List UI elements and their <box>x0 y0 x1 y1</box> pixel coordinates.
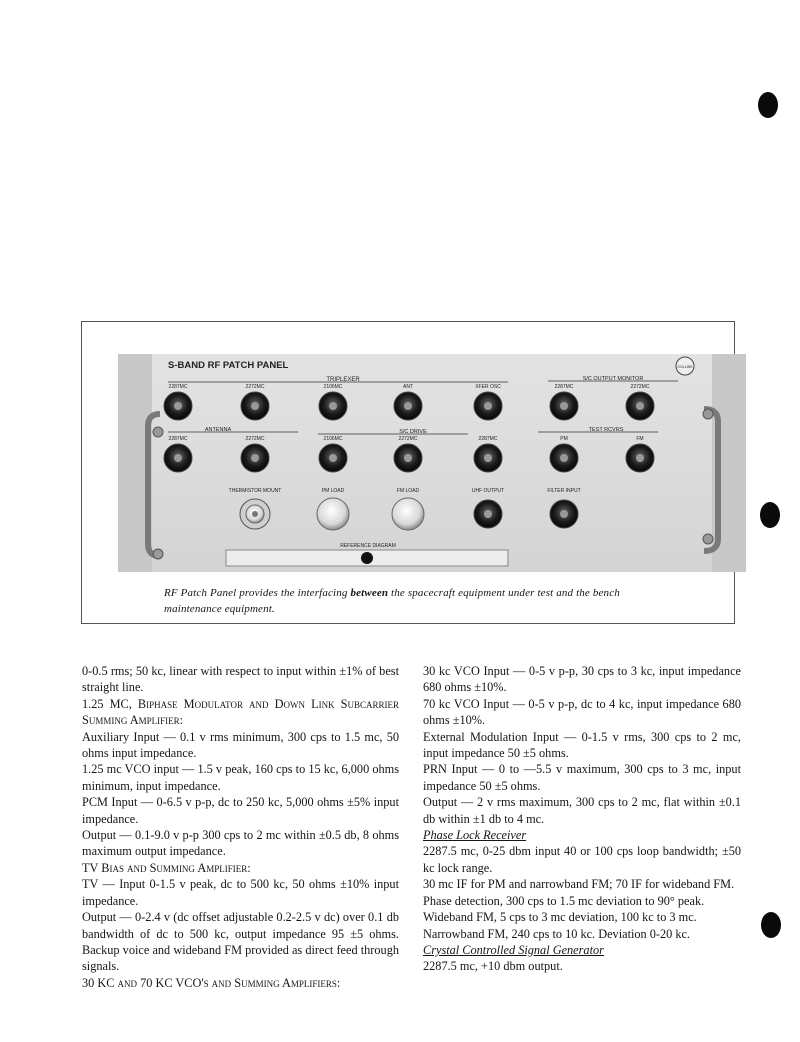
group-antenna-label: ANTENNA <box>204 427 232 433</box>
left-para-3: Auxiliary Input — 0.1 v rms minimum, 300 cps to 1.5 mc, 50 ohms input impedance. <box>82 729 399 761</box>
row1-label-5: XFER OSC <box>475 384 501 390</box>
row1-label-6: 2287MC <box>554 384 574 390</box>
row1-label-3: 2106MC <box>323 384 343 390</box>
punch-hole-bottom <box>761 912 781 938</box>
collins-logo: COLLINS <box>677 365 693 369</box>
right-para-2: 70 kc VCO Input — 0-5 v p-p, dc to 4 kc, input impedance 680 ohms ±10%. <box>423 696 741 728</box>
patch-panel-photo <box>118 354 746 572</box>
row3-label-2: PM LOAD <box>321 488 345 494</box>
left-para-1: 0-0.5 rms; 50 kc, linear with respect to input within ±1% of best straight line. <box>82 664 399 695</box>
row3-label-5: FILTER INPUT <box>547 488 581 494</box>
right-para-9: Phase detection, 300 cps to 1.5 mc deviation to 90° peak. <box>423 893 705 908</box>
row2-label-6: PM <box>560 436 568 442</box>
group-sc-drive-label: S/C DRIVE <box>399 429 427 435</box>
right-para-7: 2287.5 mc, 0-25 dbm input 40 or 100 cps loop bandwidth; ±50 kc lock range. <box>423 844 741 875</box>
row2-label-4: 2272MC <box>398 436 418 442</box>
left-para-9: Output — 0-2.4 v (dc offset adjustable 0.2-2.5 v dc) over 0.1 db bandwidth of dc to 500 kc, output impedance 95 ±5 ohms. Backup voice and wideband FM provided as direct feed through signals. <box>82 910 399 974</box>
row2-label-5: 2287MC <box>478 436 498 442</box>
punch-hole-middle <box>760 502 780 528</box>
group-triplexer-label: TRIPLEXER <box>326 377 360 383</box>
row2-label-2: 2272MC <box>245 436 265 442</box>
row2-label-1: 2287MC <box>168 436 188 442</box>
figure-caption <box>164 585 664 617</box>
left-heading-tv-bias: TV Bias and Summing Amplifier: <box>82 860 251 875</box>
right-heading-crystal: Crystal Controlled Signal Generator <box>423 942 604 957</box>
left-para-8: TV — Input 0-1.5 v peak, dc to 500 kc, 50 ohms ±10% input impedance. <box>82 877 399 908</box>
group-test-rcvrs-label: TEST RCVRS <box>588 427 624 433</box>
caption-part-2: between <box>350 587 389 599</box>
figure-frame <box>81 321 735 624</box>
right-heading-phase-lock: Phase Lock Receiver <box>423 828 527 843</box>
row1-label-7: 2272MC <box>630 384 650 390</box>
row1-label-1: 2287MC <box>168 384 188 390</box>
right-para-10: Wideband FM, 5 cps to 3 mc deviation, 100 kc to 3 mc. <box>423 910 697 925</box>
row1-label-2: 2272MC <box>245 384 265 390</box>
row2-label-3: 2106MC <box>323 436 343 442</box>
caption-part-1: RF Patch Panel provides the interfacing <box>164 587 351 599</box>
reference-diagram-label: REFERENCE DIAGRAM <box>340 543 396 549</box>
group-output-monitor-label: S/C OUTPUT MONITOR <box>582 376 644 382</box>
left-para-6: Output — 0.1-9.0 v p-p 300 cps to 2 mc within ±0.5 db, 8 ohms maximum output impedance. <box>82 828 399 859</box>
panel-title: S-BAND RF PATCH PANEL <box>168 360 289 371</box>
row3-label-3: FM LOAD <box>396 488 420 494</box>
left-heading-vco: 30 KC and 70 KC VCO's and Summing Amplifiers: <box>82 975 341 990</box>
left-para-5: PCM Input — 0-6.5 v p-p, dc to 250 kc, 5,000 ohms ±5% input impedance. <box>82 795 399 826</box>
right-para-3: External Modulation Input — 0-1.5 v rms, 300 cps to 2 mc, input impedance 50 ±5 ohms. <box>423 729 741 761</box>
right-para-4: PRN Input — 0 to —5.5 v maximum, 300 cps to 3 mc, input impedance 50 ±5 ohms. <box>423 762 741 793</box>
right-para-1: 30 kc VCO Input — 0-5 v p-p, 30 cps to 3 kc, input impedance 680 ohms ±10%. <box>423 664 741 695</box>
right-column <box>423 663 741 975</box>
right-para-8: 30 mc IF for PM and narrowband FM; 70 IF for wideband FM. <box>423 877 735 892</box>
caption-part-3: the spacecraft equipment under test and the bench maintenance equipment. <box>164 587 620 615</box>
row1-label-4: ANT <box>403 384 413 390</box>
left-column <box>82 663 399 991</box>
left-heading-biphase: 1.25 MC, Biphase Modulator and Down Link Subcarrier Summing Amplifier: <box>82 696 399 728</box>
left-para-4: 1.25 mc VCO input — 1.5 v peak, 160 cps to 15 kc, 6,000 ohms minimum, input impedance. <box>82 762 399 793</box>
right-para-11: Narrowband FM, 240 cps to 10 kc. Deviation 0-20 kc. <box>423 926 691 941</box>
row3-label-1: THERMISTOR MOUNT <box>228 488 282 494</box>
row2-label-7: FM <box>636 436 644 442</box>
punch-hole-top <box>758 92 778 118</box>
right-para-13: 2287.5 mc, +10 dbm output. <box>423 959 563 974</box>
row3-label-4: UHF OUTPUT <box>471 488 505 494</box>
right-para-5: Output — 2 v rms maximum, 300 cps to 2 mc, flat within ±0.1 db within ±1 db to 4 mc. <box>423 795 741 826</box>
patch-panel-illustration <box>118 354 746 572</box>
